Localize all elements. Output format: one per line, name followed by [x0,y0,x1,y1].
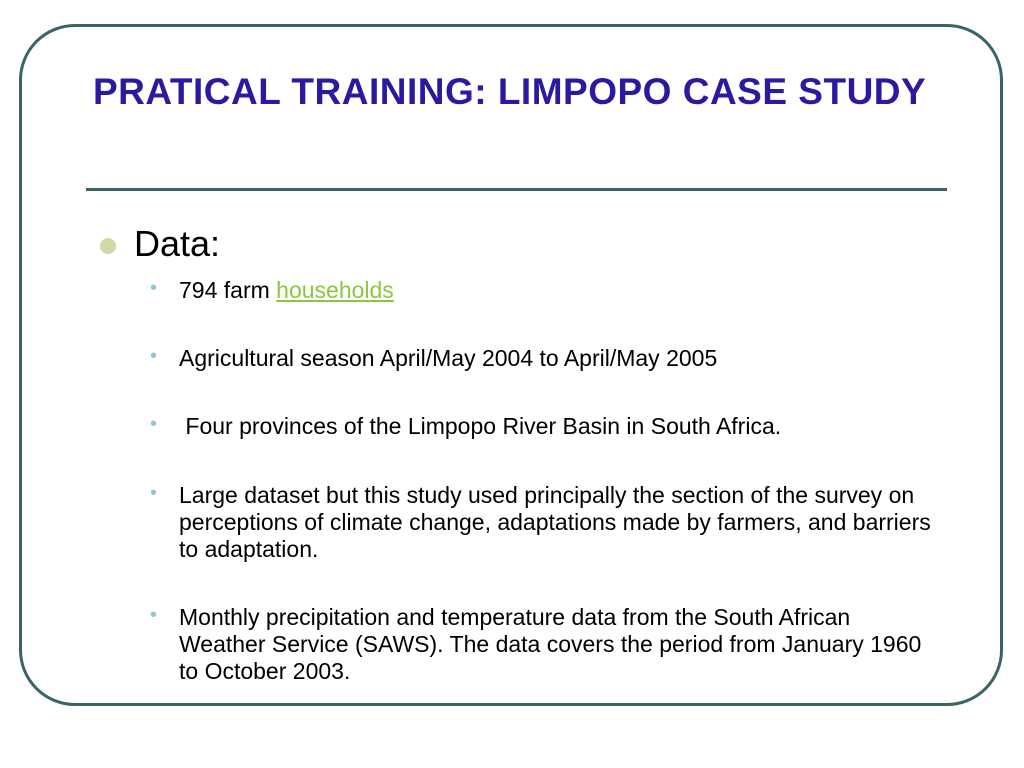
item-text-prefix: 794 farm [179,277,270,303]
dot-bullet-icon: • [150,345,158,367]
list-item-text: Agricultural season April/May 2004 to April/May 2005 [179,345,718,371]
list-item [150,604,940,685]
bullet-level1 [100,222,220,266]
list-item [150,413,940,440]
list-item [150,277,940,304]
households-link[interactable]: households [276,277,394,303]
dot-bullet-icon: • [150,277,158,299]
title-divider [86,188,947,191]
dot-bullet-icon: • [150,413,158,435]
data-heading: Data: [134,223,221,264]
slide-title: PRATICAL TRAINING: LIMPOPO CASE STUDY [93,71,927,112]
circle-bullet-icon [100,238,116,254]
dot-bullet-icon: • [150,604,158,626]
list-item [150,482,940,563]
list-item-text [179,277,940,304]
list-item-text: Four provinces of the Limpopo River Basin in South Africa. [179,413,782,439]
dot-bullet-icon: • [150,482,158,504]
list-item [150,345,940,372]
list-item-text: Monthly precipitation and temperature data from the South African Weather Service (SAWS). The data covers the period from January 1960 to October 2003. [179,604,922,684]
list-item-text: Large dataset but this study used principally the section of the survey on perceptions of climate change, adaptations made by farmers, and barriers to adaptation. [179,482,931,562]
